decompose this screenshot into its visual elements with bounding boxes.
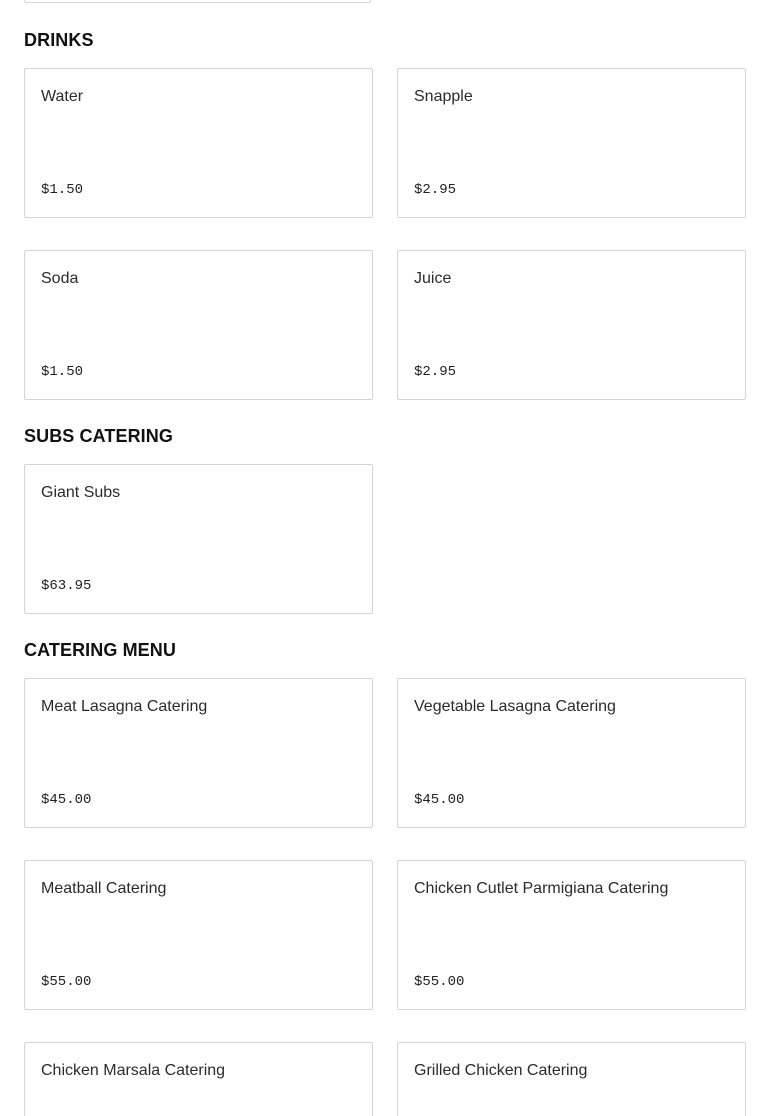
menu-item-price: $55.00	[414, 974, 465, 990]
menu-item-name: Chicken Marsala Catering	[41, 1062, 226, 1079]
menu-item-card-chicken-cutlet-parmigiana-catering[interactable]	[397, 860, 746, 1010]
menu-item-name: Water	[41, 88, 84, 105]
menu-item-name: Snapple	[414, 88, 473, 105]
menu-item-name: Vegetable Lasagna Catering	[414, 698, 616, 715]
menu-item-card-meat-lasagna-catering[interactable]	[24, 678, 373, 828]
menu-item-card-water[interactable]	[24, 68, 373, 218]
menu-item-name: Meatball Catering	[41, 880, 167, 897]
menu-item-card-juice[interactable]	[397, 250, 746, 400]
menu-item-price: $55.00	[41, 974, 92, 990]
menu-item-price: $45.00	[41, 792, 92, 808]
menu-item-name: Juice	[414, 270, 452, 287]
menu-item-card-snapple[interactable]	[397, 68, 746, 218]
menu-item-name: Meat Lasagna Catering	[41, 698, 208, 715]
menu-item-card-giant-subs[interactable]	[24, 464, 373, 614]
menu-item-name: Soda	[41, 270, 79, 287]
section-title-drinks: DRINKS	[24, 30, 94, 50]
menu-item-name: Chicken Cutlet Parmigiana Catering	[414, 880, 669, 897]
menu-item-name: Giant Subs	[41, 484, 121, 501]
menu-item-card-chicken-marsala-catering[interactable]	[24, 1042, 373, 1116]
menu-item-card-vegetable-lasagna-catering[interactable]	[397, 678, 746, 828]
menu-item-price: $1.50	[41, 182, 84, 198]
menu-item-card-grilled-chicken-catering[interactable]	[397, 1042, 746, 1116]
menu-item-price: $45.00	[414, 792, 465, 808]
menu-item-card-meatball-catering[interactable]	[24, 860, 373, 1010]
section-title-subs-catering: SUBS CATERING	[24, 426, 173, 446]
menu-item-price: $2.95	[414, 364, 457, 380]
menu-item-price: $1.50	[41, 364, 84, 380]
section-title-catering-menu: CATERING MENU	[24, 640, 176, 660]
menu-item-card-soda[interactable]	[24, 250, 373, 400]
menu-item-price: $2.95	[414, 182, 457, 198]
menu-item-price: $63.95	[41, 578, 92, 594]
menu-item-name: Grilled Chicken Catering	[414, 1062, 588, 1079]
previous-menu-item-card[interactable]	[24, 0, 371, 3]
